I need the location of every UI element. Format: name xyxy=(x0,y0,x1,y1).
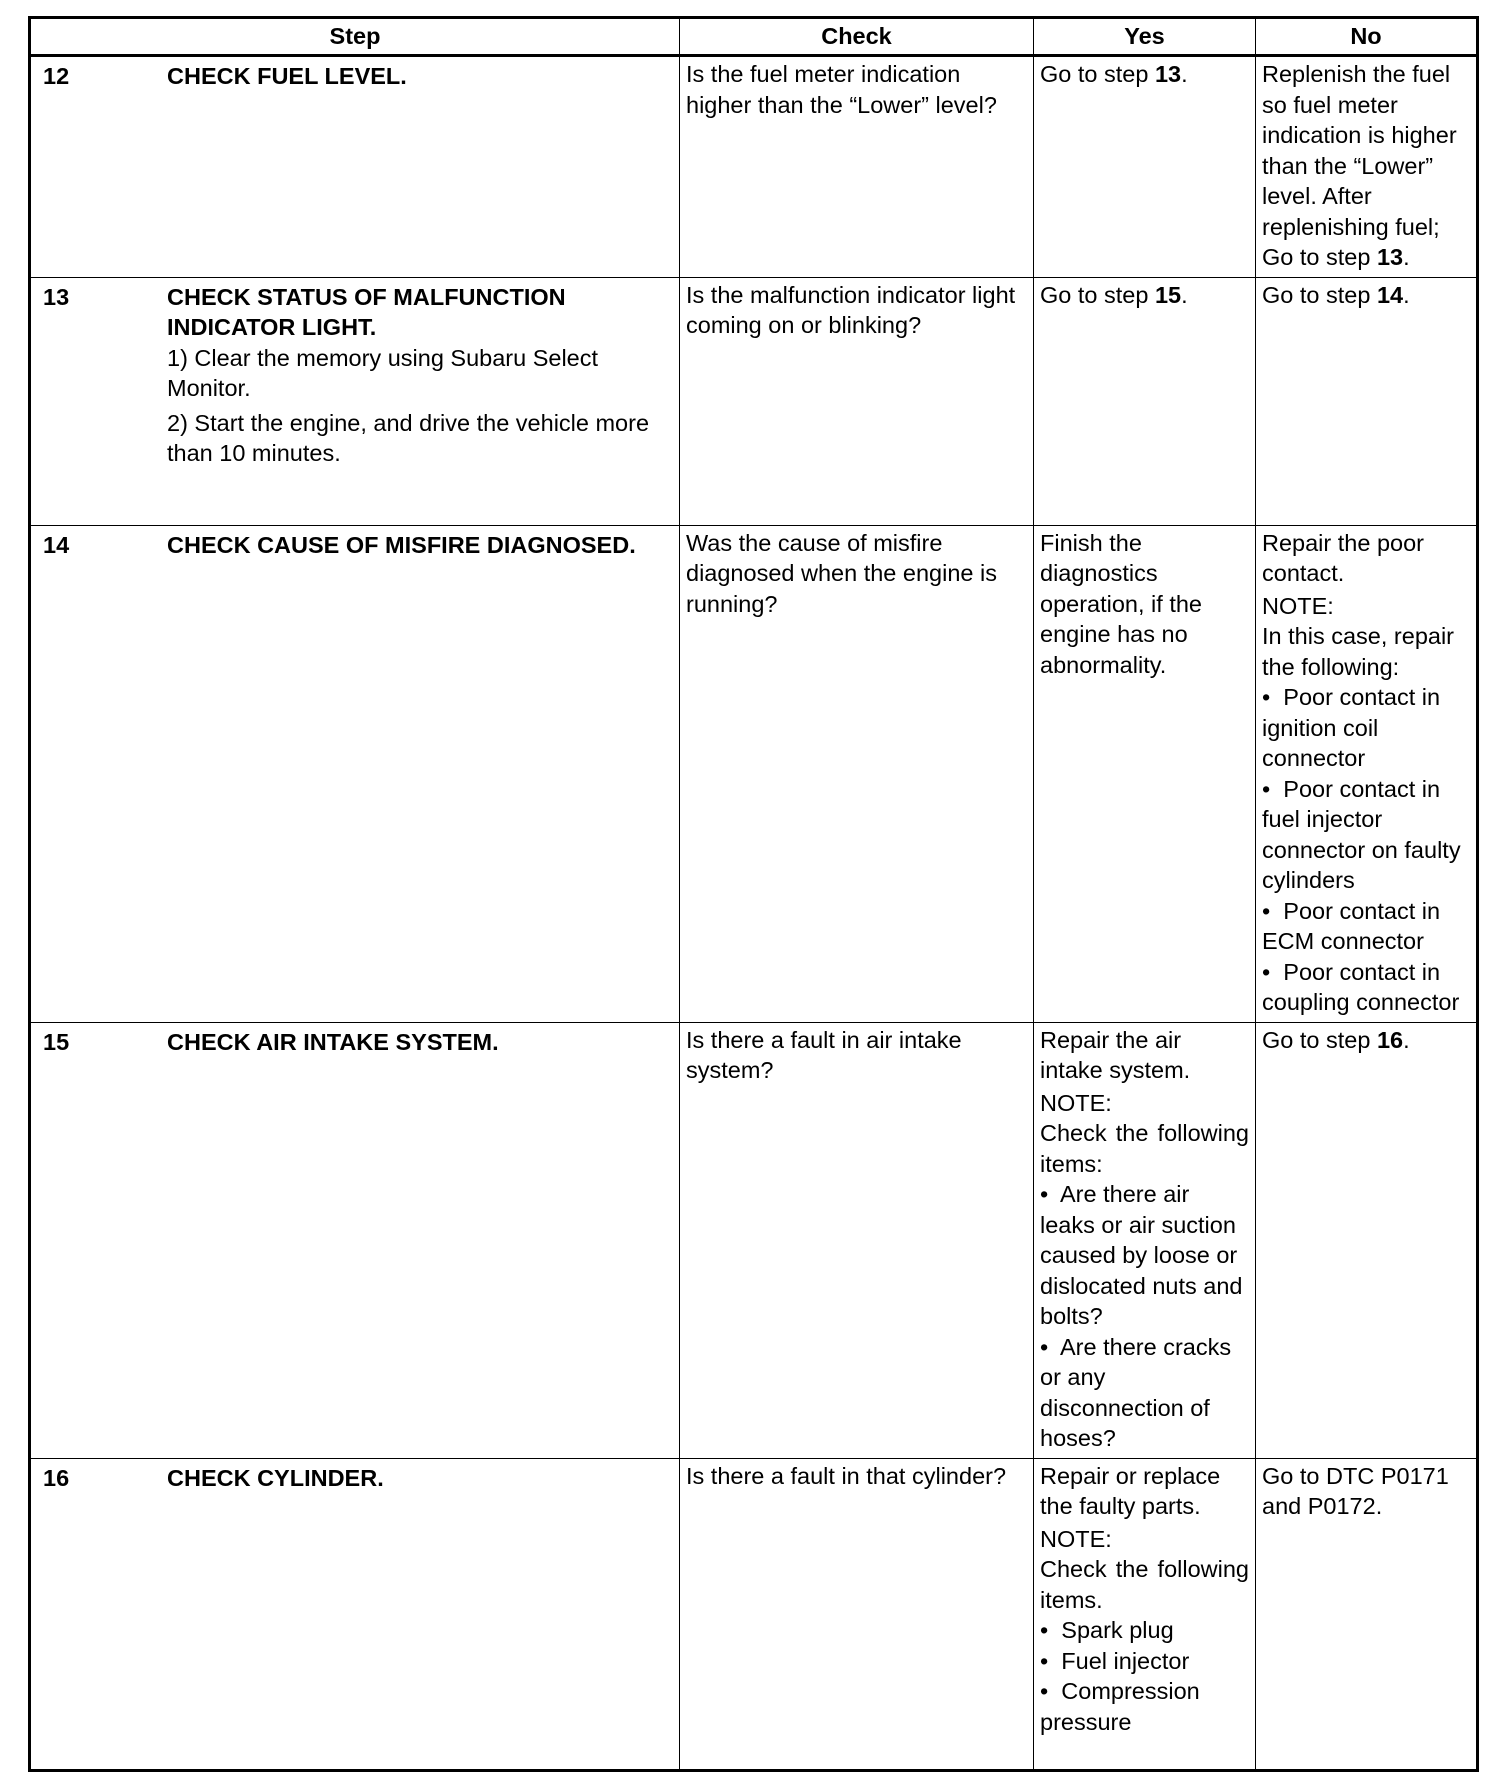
check-cell xyxy=(680,277,1034,525)
diagnostic-sheet xyxy=(28,16,1476,1738)
check-text: Was the cause of misfire diagnosed when the engine is running? xyxy=(686,529,997,617)
step-row-15 xyxy=(30,1022,1478,1458)
no-cell xyxy=(1256,525,1478,1022)
bullet-text: Poor contact in fuel injector connector on faulty cylinders xyxy=(1262,775,1461,893)
check-text: Is there a fault in air intake system? xyxy=(686,1026,962,1083)
bullet-text: Poor contact in ignition coil connector xyxy=(1262,684,1441,771)
no-step-ref: 16 xyxy=(1376,1026,1404,1053)
note-label: NOTE: xyxy=(1040,1525,1112,1552)
yes-text: Repair the air intake system. xyxy=(1040,1026,1191,1083)
no-text: Replenish the fuel so fuel meter indication is higher than the “Lower” level. After replenishing fuel; Go to step xyxy=(1262,61,1457,270)
substep: 1) Clear the memory using Subaru Select Monitor. xyxy=(167,344,599,401)
yes-text: Finish the diagnostics operation, if the engine has no abnormality. xyxy=(1040,529,1202,678)
bullet-text: Are there cracks or any disconnection of hoses? xyxy=(1040,1333,1232,1451)
check-cell xyxy=(680,1022,1034,1458)
step-number: 12 xyxy=(43,63,70,89)
no-step-ref: 13 xyxy=(1376,244,1404,270)
bullet-item: • Poor contact in ECM connector xyxy=(1262,897,1441,954)
bullet-item: • Compression pressure xyxy=(1040,1678,1200,1735)
diagnostic-table xyxy=(28,16,1479,1772)
bullet-text: Spark plug xyxy=(1061,1617,1174,1643)
bullet-item: • Are there cracks or any disconnection of hoses? xyxy=(1040,1333,1232,1451)
check-cell xyxy=(680,1458,1034,1770)
no-suffix: . xyxy=(1403,1026,1410,1053)
check-text: Is the fuel meter indication higher than the “Lower” level? xyxy=(686,61,997,118)
step-title: CHECK CAUSE OF MISFIRE DIAGNOSED. xyxy=(167,531,636,558)
yes-suffix: . xyxy=(1181,281,1188,308)
note-intro: Check the following items: xyxy=(1040,1120,1249,1177)
check-cell xyxy=(680,56,1034,278)
yes-cell xyxy=(1034,56,1256,278)
bullet-item: • Poor contact in ignition coil connector xyxy=(1262,684,1441,771)
yes-step-ref: 13 xyxy=(1154,61,1182,87)
note-intro: In this case, repair the following: xyxy=(1262,623,1455,680)
step-title: CHECK CYLINDER. xyxy=(167,1464,384,1491)
substep: 2) Start the engine, and drive the vehicle more than 10 minutes. xyxy=(167,409,650,466)
step-row-12 xyxy=(30,56,1478,278)
step-cell xyxy=(30,1458,680,1770)
yes-prefix: Go to step xyxy=(1040,61,1155,87)
no-text: Go to DTC P0171 and P0172. xyxy=(1262,1462,1449,1519)
no-cell xyxy=(1256,277,1478,525)
bullet-text: Poor contact in coupling connector xyxy=(1262,958,1460,1015)
yes-suffix: . xyxy=(1181,61,1188,87)
bullet-item: • Poor contact in coupling connector xyxy=(1262,958,1460,1015)
check-cell xyxy=(680,525,1034,1022)
note-intro: Check the following items. xyxy=(1040,1556,1249,1613)
bullet-text: Compression pressure xyxy=(1040,1678,1200,1735)
yes-step-ref: 15 xyxy=(1154,281,1182,308)
step-row-13 xyxy=(30,277,1478,525)
no-prefix: Go to step xyxy=(1262,281,1377,308)
bullet-text: Are there air leaks or air suction caused by loose or dislocated nuts and bolts? xyxy=(1040,1181,1243,1329)
yes-cell xyxy=(1034,277,1256,525)
no-cell xyxy=(1256,56,1478,278)
bullet-item: • Are there air leaks or air suction caused by loose or dislocated nuts and bolts? xyxy=(1040,1181,1243,1329)
no-cell xyxy=(1256,1458,1478,1770)
no-text: Repair the poor contact. xyxy=(1262,529,1424,586)
header-check: Check xyxy=(680,18,1034,56)
bullet-text: Poor contact in ECM connector xyxy=(1262,897,1441,954)
step-title: CHECK STATUS OF MALFUNCTION INDICATOR LIGHT. xyxy=(167,283,566,340)
step-number: 15 xyxy=(43,1028,70,1055)
step-title: CHECK FUEL LEVEL. xyxy=(167,63,407,89)
step-number: 13 xyxy=(43,283,70,310)
bullet-text: Fuel injector xyxy=(1061,1647,1190,1674)
yes-text: Repair or replace the faulty parts. xyxy=(1040,1462,1221,1519)
no-step-ref: 14 xyxy=(1376,281,1404,308)
step-cell xyxy=(30,1022,680,1458)
yes-cell xyxy=(1034,1458,1256,1770)
note-label: NOTE: xyxy=(1040,1089,1112,1116)
step-cell xyxy=(30,56,680,278)
step-row-16 xyxy=(30,1458,1478,1770)
note-label: NOTE: xyxy=(1262,592,1334,619)
step-number: 14 xyxy=(43,531,70,558)
header-step: Step xyxy=(30,18,680,56)
no-suffix: . xyxy=(1403,281,1410,308)
header-no: No xyxy=(1256,18,1478,56)
no-suffix: . xyxy=(1403,244,1410,270)
bullet-item: • Fuel injector xyxy=(1040,1647,1190,1674)
yes-prefix: Go to step xyxy=(1040,281,1155,308)
bullet-item: • Poor contact in fuel injector connector on faulty cylinders xyxy=(1262,775,1461,893)
step-cell xyxy=(30,277,680,525)
step-cell xyxy=(30,525,680,1022)
no-cell xyxy=(1256,1022,1478,1458)
header-yes: Yes xyxy=(1034,18,1256,56)
yes-cell xyxy=(1034,525,1256,1022)
bullet-item: • Spark plug xyxy=(1040,1617,1174,1643)
yes-cell xyxy=(1034,1022,1256,1458)
no-prefix: Go to step xyxy=(1262,1026,1377,1053)
step-number: 16 xyxy=(43,1464,70,1491)
step-title: CHECK AIR INTAKE SYSTEM. xyxy=(167,1028,499,1055)
check-text: Is the malfunction indicator light coming on or blinking? xyxy=(686,281,1016,338)
header-row xyxy=(30,18,1478,56)
check-text: Is there a fault in that cylinder? xyxy=(686,1462,1007,1489)
step-row-14 xyxy=(30,525,1478,1022)
